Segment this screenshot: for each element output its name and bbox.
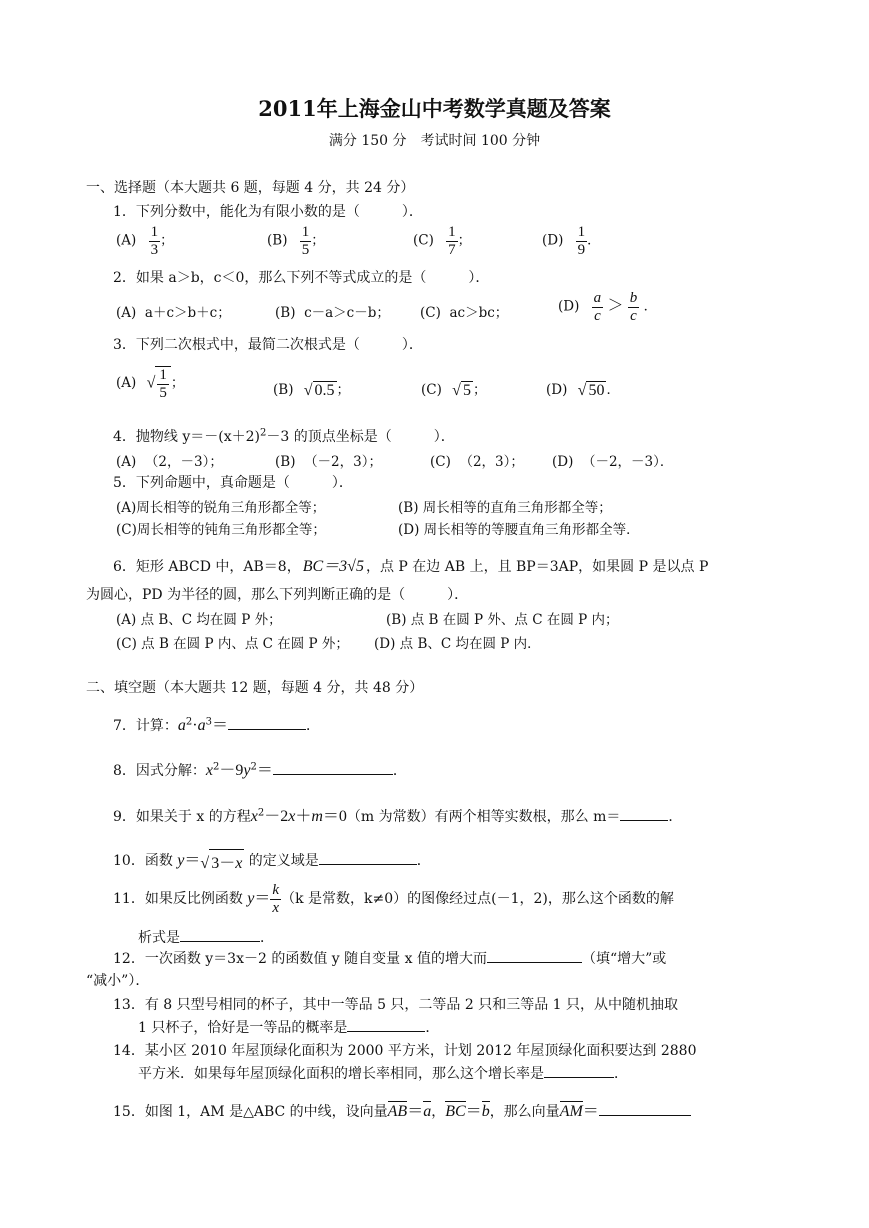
q2-option-c: (C) ac＞bc； xyxy=(420,305,509,321)
question-1: 1．下列分数中，能化为有限小数的是（ ）． xyxy=(113,204,423,220)
question-4: 4．抛物线 $y=-(x+2)^2-3$ 的顶点坐标是（ ）． xyxy=(113,427,455,445)
question-11-cont: 析式是 ． xyxy=(138,927,274,947)
q4-option-b: (B) （－2，3）； xyxy=(275,454,382,470)
question-15: 15．如图 1，AM 是△ABC 的中线，设向量AB＝a，BC＝b，那么向量AM＝ xyxy=(113,1098,691,1121)
section-2-heading: 二、填空题（本大题共 12 题，每题 4 分，共 48 分） xyxy=(86,680,424,696)
q6-option-d: (D) 点 B、C 均在圆 P 内． xyxy=(374,636,541,652)
q5-option-b: (B) 周长相等的直角三角形都全等； xyxy=(398,500,612,516)
q3-option-b: (B) √ 0.5 ； xyxy=(273,382,351,399)
section-1-heading: 一、选择题（本大题共 6 题，每题 4 分，共 24 分） xyxy=(86,180,415,196)
question-3: 3．下列二次根式中，最简二次根式是（ ）． xyxy=(113,337,423,353)
exam-info: 满分 150 分 考试时间 100 分钟 xyxy=(328,133,541,149)
q4-option-a: (A) （2，－3）； xyxy=(116,454,223,470)
q1-option-b: (B) $\frac{1}{5}$ ； xyxy=(267,224,325,258)
question-8: 8．因式分解：$x^2-9y^2=$ ． xyxy=(113,761,407,779)
question-5: 5．下列命题中，真命题是（ ）． xyxy=(113,475,353,491)
q6-option-b: (B) 点 B 在圆 P 外、点 C 在圆 P 内； xyxy=(386,612,619,628)
question-6-line-1: 6．矩形 ABCD 中，AB＝8， BC＝3√5 ，点 P 在边 AB 上，且 BP＝3AP，如果圆 P 是以点 P xyxy=(113,558,709,575)
q1-option-d: (D) $\frac{1}{9}$ ． xyxy=(542,224,601,258)
q2-option-b: (B) c－a＞c－b； xyxy=(275,305,390,321)
q4-option-d: (D) （－2，－3）． xyxy=(552,454,674,470)
question-11: 11．如果反比例函数 y＝ $\frac{k}{x}$ （k 是常数，k≠0）的图像经过点(－1，2)，那么这个函数的解 xyxy=(113,882,674,916)
q6-option-a: (A) 点 B、C 均在圆 P 外； xyxy=(116,612,282,628)
q1-option-c: (C) $\frac{1}{7}$ ； xyxy=(413,224,472,258)
q3-option-a: (A) √ $\frac{1}{5}$ ； xyxy=(116,367,185,401)
question-12-cont: “减小”）． xyxy=(86,973,150,989)
q3-option-d: (D) √ 50 ． xyxy=(546,382,620,399)
question-13: 13．有 8 只型号相同的杯子，其中一等品 5 只，二等品 2 只和三等品 1 只，从中随机抽取 xyxy=(113,997,679,1013)
q5-option-c: (C)周长相等的钝角三角形都全等； xyxy=(116,522,326,538)
q2-option-d: (D) $\frac{a}{c}$ ＞ $\frac{b}{c}$ ． xyxy=(558,290,658,324)
q6-option-c: (C) 点 B 在圆 P 内、点 C 在圆 P 外； xyxy=(116,636,349,652)
q5-option-d: (D) 周长相等的等腰直角三角形都全等． xyxy=(398,522,640,538)
q1-option-a: (A) $\frac{1}{3}$ ； xyxy=(116,224,174,258)
question-6-line-2: 为圆心，PD 为半径的圆，那么下列判断正确的是（ ）． xyxy=(86,587,469,603)
question-14: 14．某小区 2010 年屋顶绿化面积为 2000 平方米，计划 2012 年屋顶绿化面积要达到 2880 xyxy=(113,1043,697,1059)
q2-option-a: (A) a＋c＞b＋c； xyxy=(116,305,231,321)
question-12: 12．一次函数 y＝3x－2 的函数值 y 随自变量 x 值的增大而 （填“增大”或 xyxy=(113,948,666,968)
q5-option-a: (A)周长相等的锐角三角形都全等； xyxy=(116,500,326,516)
question-10: 10．函数 y＝√ 3－x 的定义域是 ． xyxy=(113,847,431,873)
question-7: 7．计算：$a^2\cdot a^3=$ ． xyxy=(113,716,321,734)
question-14-cont: 平方米．如果每年屋顶绿化面积的增长率相同，那么这个增长率是 ． xyxy=(138,1063,628,1083)
q3-option-c: (C) √ 5 ； xyxy=(421,382,487,399)
question-9: 9．如果关于 x 的方程$x^2-2x+m=0(m$ 为常数）有两个相等实数根，那么 m＝ ． xyxy=(113,807,683,825)
question-13-cont: 1 只杯子，恰好是一等品的概率是 ． xyxy=(138,1017,439,1037)
page-title: 2011年上海金山中考数学真题及答案 xyxy=(258,96,611,121)
q4-option-c: (C) （2，3）； xyxy=(430,454,524,470)
question-2: 2．如果 a＞b，c＜0，那么下列不等式成立的是（ ）． xyxy=(113,270,490,286)
